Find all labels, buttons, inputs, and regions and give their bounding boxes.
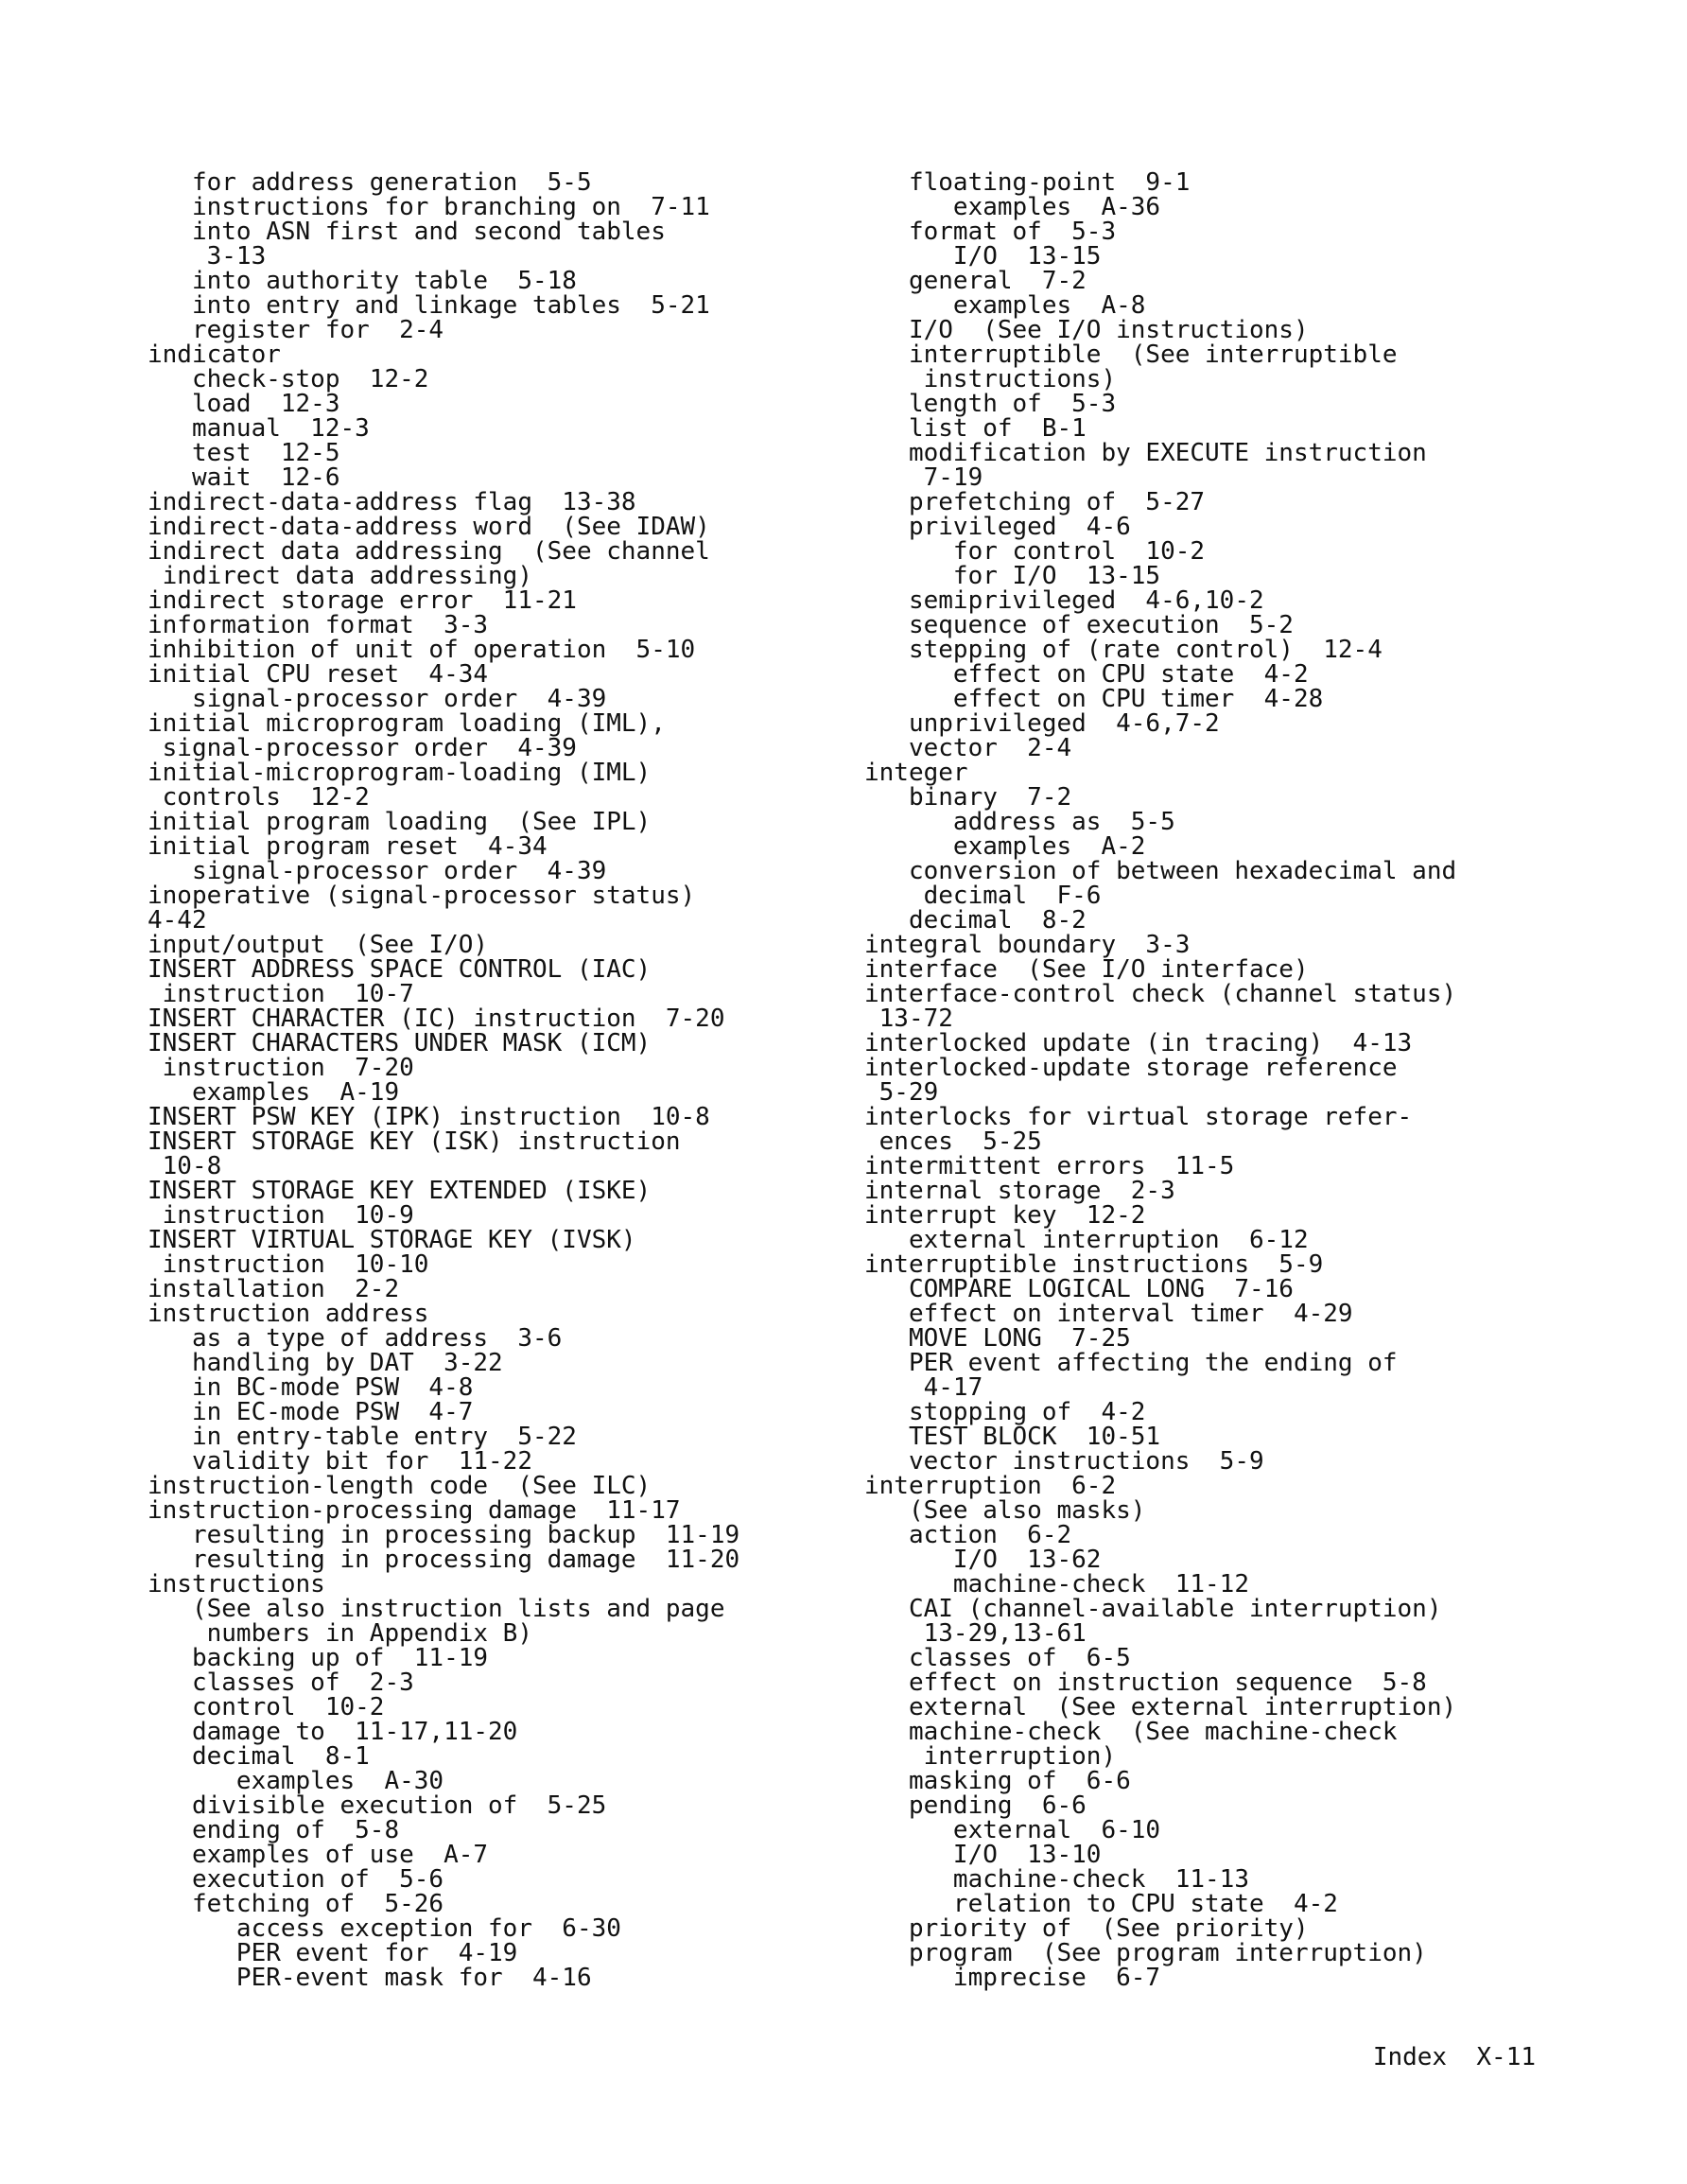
index-entry: conversion of between hexadecimal and (864, 857, 1457, 885)
index-entry: installation 2-2 (148, 1275, 400, 1303)
index-entry: instructions) (864, 365, 1117, 393)
index-entry: instruction 10-9 (148, 1201, 414, 1230)
index-column-left (148, 170, 847, 1990)
index-entry: for address generation 5-5 (148, 168, 592, 197)
index-entry: decimal 8-2 (864, 906, 1087, 935)
index-entry: divisible execution of 5-25 (148, 1791, 607, 1820)
index-entry: ending of 5-8 (148, 1816, 400, 1844)
index-entry: 13-29,13-61 (864, 1619, 1087, 1648)
index-entry: indirect-data-address word (See IDAW) (148, 513, 710, 541)
index-entry: classes of 2-3 (148, 1669, 414, 1697)
index-entry: MOVE LONG 7-25 (864, 1324, 1131, 1353)
index-entry: program (See program interruption) (864, 1939, 1427, 1967)
index-entry: effect on interval timer 4-29 (864, 1300, 1353, 1328)
index-entry: 4-42 (148, 906, 207, 935)
index-entry: interlocked update (in tracing) 4-13 (864, 1029, 1413, 1057)
index-entry: controls 12-2 (148, 783, 370, 812)
index-entry: integral boundary 3-3 (864, 931, 1191, 959)
index-entry: INSERT STORAGE KEY EXTENDED (ISKE) (148, 1177, 652, 1205)
index-entry: examples A-30 (148, 1767, 444, 1795)
index-entry: backing up of 11-19 (148, 1644, 489, 1672)
index-entry: initial program loading (See IPL) (148, 808, 652, 836)
index-entry: into authority table 5-18 (148, 267, 577, 295)
index-entry: binary 7-2 (864, 783, 1072, 812)
index-entry: relation to CPU state 4-2 (864, 1890, 1338, 1918)
index-entry: resulting in processing backup 11-19 (148, 1521, 740, 1549)
index-entry: I/O 13-62 (864, 1546, 1102, 1574)
index-entry: external 6-10 (864, 1816, 1161, 1844)
index-entry: effect on instruction sequence 5-8 (864, 1669, 1427, 1697)
index-entry: initial program reset 4-34 (148, 832, 548, 861)
index-entry: INSERT VIRTUAL STORAGE KEY (IVSK) (148, 1226, 636, 1254)
index-entry: machine-check 11-12 (864, 1570, 1249, 1599)
index-entry: for control 10-2 (864, 537, 1206, 566)
index-entry: interlocked-update storage reference (864, 1054, 1398, 1082)
index-entry: instruction address (148, 1300, 429, 1328)
index-entry: machine-check (See machine-check (864, 1718, 1398, 1746)
index-entry: INSERT CHARACTER (IC) instruction 7-20 (148, 1005, 725, 1033)
index-entry: interlocks for virtual storage refer- (864, 1103, 1413, 1131)
index-entry: effect on CPU timer 4-28 (864, 685, 1324, 713)
index-entry: (See also masks) (864, 1496, 1146, 1525)
index-entry: input/output (See I/O) (148, 931, 489, 959)
index-entry: handling by DAT 3-22 (148, 1349, 503, 1377)
index-entry: indirect data addressing) (148, 562, 532, 590)
index-entry: 5-29 (864, 1078, 939, 1107)
index-entry: CAI (channel-available interruption) (864, 1595, 1442, 1623)
index-entry: as a type of address 3-6 (148, 1324, 563, 1353)
index-column-right (864, 170, 1564, 1990)
index-entry: pending 6-6 (864, 1791, 1087, 1820)
index-entry: in entry-table entry 5-22 (148, 1423, 577, 1451)
index-entry: stopping of 4-2 (864, 1398, 1146, 1426)
index-entry: I/O (See I/O instructions) (864, 316, 1309, 344)
index-entry: for I/O 13-15 (864, 562, 1161, 590)
index-entry: in EC-mode PSW 4-7 (148, 1398, 474, 1426)
index-entry: information format 3-3 (148, 611, 489, 639)
index-entry: instruction 10-10 (148, 1250, 429, 1279)
index-entry: control 10-2 (148, 1693, 385, 1721)
index-entry: semiprivileged 4-6,10-2 (864, 586, 1264, 615)
index-entry: test 12-5 (148, 439, 340, 467)
index-entry: imprecise 6-7 (864, 1964, 1161, 1992)
index-entry: interruptible instructions 5-9 (864, 1250, 1324, 1279)
index-entry: signal-processor order 4-39 (148, 857, 607, 885)
index-entry: priority of (See priority) (864, 1914, 1309, 1943)
index-entry: examples A-8 (864, 291, 1146, 320)
index-entry: vector 2-4 (864, 734, 1072, 762)
index-entry: PER event affecting the ending of (864, 1349, 1398, 1377)
index-entry: INSERT STORAGE KEY (ISK) instruction (148, 1127, 681, 1156)
index-entry: vector instructions 5-9 (864, 1447, 1264, 1476)
index-entry: classes of 6-5 (864, 1644, 1131, 1672)
index-entry: damage to 11-17,11-20 (148, 1718, 518, 1746)
index-entry: 7-19 (864, 463, 983, 492)
index-entry: initial microprogram loading (IML), (148, 709, 666, 738)
index-entry: masking of 6-6 (864, 1767, 1131, 1795)
index-entry: inhibition of unit of operation 5-10 (148, 636, 696, 664)
index-entry: interface-control check (channel status) (864, 980, 1457, 1008)
index-entry: floating-point 9-1 (864, 168, 1191, 197)
index-entry: length of 5-3 (864, 390, 1117, 418)
index-entry: effect on CPU state 4-2 (864, 660, 1309, 689)
index-entry: integer (864, 759, 968, 787)
index-entry: prefetching of 5-27 (864, 488, 1206, 516)
index-entry: INSERT PSW KEY (IPK) instruction 10-8 (148, 1103, 710, 1131)
index-entry: ences 5-25 (864, 1127, 1042, 1156)
index-entry: decimal F-6 (864, 882, 1102, 910)
index-entry: stepping of (rate control) 12-4 (864, 636, 1383, 664)
index-entry: interrupt key 12-2 (864, 1201, 1146, 1230)
index-entry: unprivileged 4-6,7-2 (864, 709, 1220, 738)
index-entry: external interruption 6-12 (864, 1226, 1309, 1254)
index-entry: wait 12-6 (148, 463, 340, 492)
index-entry: privileged 4-6 (864, 513, 1131, 541)
index-entry: modification by EXECUTE instruction (864, 439, 1427, 467)
index-entry: signal-processor order 4-39 (148, 734, 577, 762)
index-entry: external (See external interruption) (864, 1693, 1457, 1721)
index-entry: examples A-2 (864, 832, 1146, 861)
index-entry: instructions for branching on 7-11 (148, 193, 710, 221)
index-entry: machine-check 11-13 (864, 1865, 1249, 1894)
index-entry: 3-13 (148, 242, 267, 271)
index-entry: INSERT CHARACTERS UNDER MASK (ICM) (148, 1029, 652, 1057)
index-entry: interruption) (864, 1742, 1117, 1771)
index-entry: COMPARE LOGICAL LONG 7-16 (864, 1275, 1294, 1303)
index-entry: I/O 13-15 (864, 242, 1102, 271)
index-entry: address as 5-5 (864, 808, 1175, 836)
index-entry: instructions (148, 1570, 325, 1599)
index-entry: initial CPU reset 4-34 (148, 660, 489, 689)
index-entry: indirect storage error 11-21 (148, 586, 577, 615)
index-entry: initial-microprogram-loading (IML) (148, 759, 652, 787)
index-entry: interruptible (See interruptible (864, 341, 1398, 369)
index-entry: decimal 8-1 (148, 1742, 370, 1771)
index-entry: examples A-19 (148, 1078, 400, 1107)
index-entry: 13-72 (864, 1005, 953, 1033)
index-entry: register for 2-4 (148, 316, 444, 344)
index-entry: indirect data addressing (See channel (148, 537, 710, 566)
index-entry: TEST BLOCK 10-51 (864, 1423, 1161, 1451)
index-entry: check-stop 12-2 (148, 365, 429, 393)
index-entry: in BC-mode PSW 4-8 (148, 1373, 474, 1402)
index-entry: into ASN first and second tables (148, 218, 666, 246)
index-entry: into entry and linkage tables 5-21 (148, 291, 710, 320)
index-entry: INSERT ADDRESS SPACE CONTROL (IAC) (148, 955, 652, 984)
index-entry: examples A-36 (864, 193, 1161, 221)
index-entry: indirect-data-address flag 13-38 (148, 488, 636, 516)
index-entry: PER-event mask for 4-16 (148, 1964, 592, 1992)
index-entry: format of 5-3 (864, 218, 1117, 246)
index-entry: (See also instruction lists and page (148, 1595, 725, 1623)
index-entry: examples of use A-7 (148, 1841, 489, 1869)
index-entry: action 6-2 (864, 1521, 1072, 1549)
index-entry: signal-processor order 4-39 (148, 685, 607, 713)
index-entry: instruction-length code (See ILC) (148, 1472, 652, 1500)
index-entry: validity bit for 11-22 (148, 1447, 532, 1476)
index-entry: internal storage 2-3 (864, 1177, 1175, 1205)
page-footer: Index X-11 (1372, 2043, 1536, 2071)
index-entry: numbers in Appendix B) (148, 1619, 532, 1648)
index-entry: interface (See I/O interface) (864, 955, 1309, 984)
index-entry: instruction 10-7 (148, 980, 414, 1008)
index-entry: load 12-3 (148, 390, 340, 418)
index-entry: intermittent errors 11-5 (864, 1152, 1235, 1180)
index-entry: execution of 5-6 (148, 1865, 444, 1894)
index-entry: resulting in processing damage 11-20 (148, 1546, 740, 1574)
index-entry: instruction 7-20 (148, 1054, 414, 1082)
index-entry: sequence of execution 5-2 (864, 611, 1294, 639)
index-entry: inoperative (signal-processor status) (148, 882, 696, 910)
index-entry: fetching of 5-26 (148, 1890, 444, 1918)
index-entry: 10-8 (148, 1152, 222, 1180)
index-entry: interruption 6-2 (864, 1472, 1117, 1500)
index-entry: PER event for 4-19 (148, 1939, 518, 1967)
index-entry: indicator (148, 341, 281, 369)
index-entry: I/O 13-10 (864, 1841, 1102, 1869)
index-entry: instruction-processing damage 11-17 (148, 1496, 681, 1525)
index-entry: 4-17 (864, 1373, 983, 1402)
index-entry: manual 12-3 (148, 414, 370, 443)
index-entry: list of B-1 (864, 414, 1087, 443)
index-entry: access exception for 6-30 (148, 1914, 621, 1943)
index-entry: general 7-2 (864, 267, 1087, 295)
